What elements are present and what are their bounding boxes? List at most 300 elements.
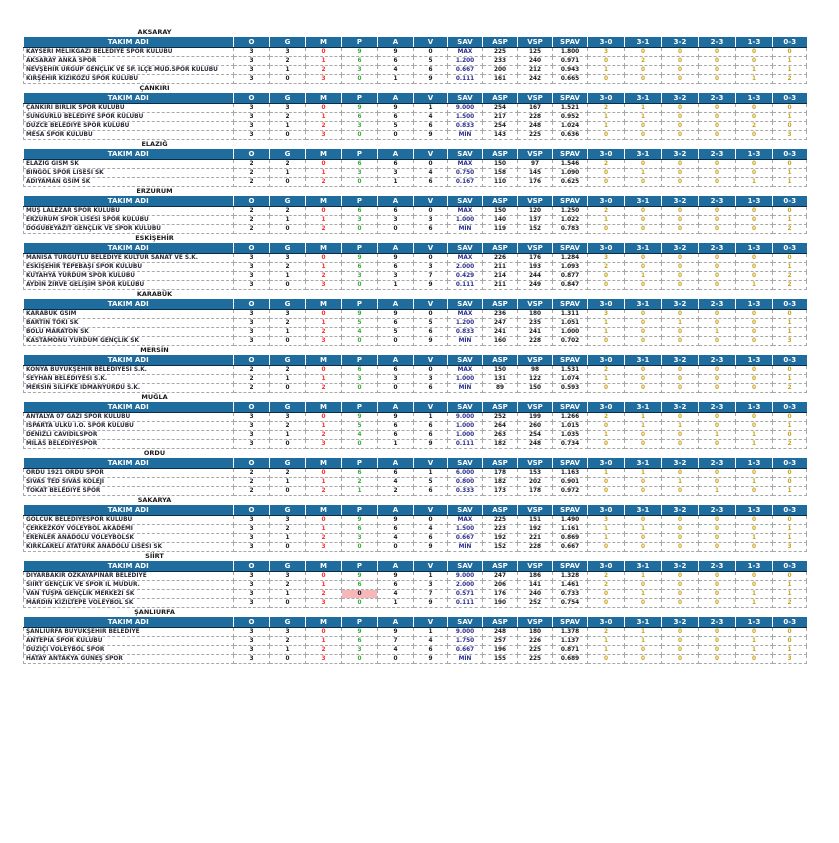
column-header-0-3: 0-3 [773,243,807,254]
stat-cell-1-3: 0 [736,272,773,281]
column-header-vsp: VSP [518,505,553,516]
stat-cell-p: 0 [342,384,378,393]
table-row [24,281,807,290]
column-header-v: V [414,458,448,469]
column-header-g: G [270,561,306,572]
stat-cell-o: 3 [234,104,270,113]
group-title: MERSİN [140,346,169,354]
stat-cell-m: 3 [306,131,342,140]
stat-cell-asp: 263 [483,431,518,440]
column-header-1-3: 1-3 [736,37,773,48]
stat-cell-asp: 131 [483,375,518,384]
column-header-spav: SPAV [553,355,588,366]
stat-cell-3-0: 0 [588,487,625,496]
stat-cell-o: 2 [234,225,270,234]
column-header-1-3: 1-3 [736,617,773,628]
stat-cell-spav: 1.311 [553,310,588,319]
stat-cell-3-0: 2 [588,572,625,581]
group-title: ÇANKIRI [139,84,170,92]
stat-cell-m: 2 [306,225,342,234]
stat-cell-asp: 110 [483,178,518,187]
stat-cell-g: 1 [270,66,306,75]
team-name-cell: ANTALYA 07 GAZİ SPOR KULÜBÜ [24,413,234,422]
stat-cell-3-1: 0 [625,534,662,543]
stat-cell-0-3: 1 [773,487,807,496]
stat-cell-v: 3 [414,263,448,272]
column-header-a: A [378,243,414,254]
stat-cell-g: 1 [270,122,306,131]
team-name-cell: KÜTAHYA YURDUM SPOR KULÜBÜ [24,272,234,281]
stat-cell-sav: 1.500 [448,113,483,122]
stat-cell-3-0: 0 [588,272,625,281]
column-header-2-3: 2-3 [699,617,736,628]
stat-cell-2-3: 0 [699,543,736,552]
stat-cell-spav: 0.689 [553,655,588,664]
column-header-vsp: VSP [518,149,553,160]
column-header-takim-adi: TAKIM ADI [24,196,234,207]
stat-cell-2-3: 1 [699,328,736,337]
stat-cell-m: 2 [306,178,342,187]
column-header-takim-adi: TAKIM ADI [24,93,234,104]
stat-cell-sav: 1.750 [448,637,483,646]
column-header-asp: ASP [483,37,518,48]
column-header-p: P [342,355,378,366]
standings-table [23,196,807,234]
stat-cell-g: 1 [270,590,306,599]
column-header-takim-adi: TAKIM ADI [24,37,234,48]
stat-cell-v: 9 [414,75,448,84]
stat-cell-spav: 0.733 [553,590,588,599]
stat-cell-o: 3 [234,655,270,664]
stat-cell-v: 6 [414,422,448,431]
stat-cell-asp: 211 [483,263,518,272]
stat-cell-2-3: 0 [699,57,736,66]
stat-cell-o: 3 [234,122,270,131]
stat-cell-3-0: 0 [588,178,625,187]
stat-cell-3-2: 0 [662,160,699,169]
stat-cell-p: 6 [342,581,378,590]
stat-cell-g: 2 [270,422,306,431]
stat-cell-0-3: 2 [773,272,807,281]
column-header-2-3: 2-3 [699,505,736,516]
column-header-spav: SPAV [553,93,588,104]
stat-cell-sav: 0.111 [448,440,483,449]
group-section [23,608,806,664]
team-name-cell: HATAY ANTAKYA GÜNEŞ SPOR [24,655,234,664]
stat-cell-1-3: 0 [736,384,773,393]
table-row [24,75,807,84]
stat-cell-asp: 254 [483,104,518,113]
stat-cell-2-3: 0 [699,207,736,216]
team-name-cell: KAYSERİ MELİKGAZİ BELEDİYE SPOR KULÜBÜ [24,48,234,57]
stat-cell-3-2: 0 [662,599,699,608]
stat-cell-g: 3 [270,104,306,113]
column-header-a: A [378,299,414,310]
stat-cell-2-3: 0 [699,599,736,608]
column-header-takim-adi: TAKIM ADI [24,243,234,254]
stat-cell-v: 6 [414,66,448,75]
stat-cell-0-3: 0 [773,310,807,319]
stat-cell-3-1: 0 [625,581,662,590]
stat-cell-3-0: 2 [588,207,625,216]
stat-cell-0-3: 0 [773,413,807,422]
stat-cell-v: 9 [414,440,448,449]
stat-cell-spav: 1.074 [553,375,588,384]
stat-cell-2-3: 0 [699,337,736,346]
column-header-spav: SPAV [553,299,588,310]
stat-cell-3-1: 1 [625,104,662,113]
stat-cell-p: 6 [342,207,378,216]
stat-cell-m: 2 [306,122,342,131]
stat-cell-2-3: 0 [699,319,736,328]
stat-cell-spav: 0.625 [553,178,588,187]
column-header-sav: SAV [448,37,483,48]
column-header-spav: SPAV [553,243,588,254]
stat-cell-vsp: 254 [518,431,553,440]
column-header-3-0: 3-0 [588,37,625,48]
column-header-v: V [414,561,448,572]
stat-cell-3-0: 2 [588,413,625,422]
table-row [24,581,807,590]
stat-cell-p: 9 [342,254,378,263]
stat-cell-v: 6 [414,225,448,234]
stat-cell-spav: 1.090 [553,169,588,178]
stat-cell-vsp: 150 [518,384,553,393]
team-name-cell: BİNGÖL SPOR LİSESİ SK [24,169,234,178]
stat-cell-v: 3 [414,375,448,384]
stat-cell-spav: 0.869 [553,534,588,543]
column-header-vsp: VSP [518,93,553,104]
column-header-0-3: 0-3 [773,93,807,104]
stat-cell-a: 9 [378,516,414,525]
stat-cell-sav: MAX [448,207,483,216]
stat-cell-3-0: 2 [588,581,625,590]
stat-cell-spav: 0.636 [553,131,588,140]
column-header-m: M [306,299,342,310]
team-name-cell: ERZURUM SPOR LİSESİ SPOR KULÜBÜ [24,216,234,225]
column-header-0-3: 0-3 [773,458,807,469]
group-section [23,187,806,234]
stat-cell-a: 1 [378,281,414,290]
stat-cell-spav: 1.161 [553,525,588,534]
stat-cell-v: 4 [414,113,448,122]
stat-cell-3-2: 1 [662,319,699,328]
stat-cell-3-2: 0 [662,254,699,263]
stat-cell-asp: 247 [483,319,518,328]
stat-cell-o: 3 [234,646,270,655]
stat-cell-g: 0 [270,384,306,393]
stat-cell-asp: 150 [483,207,518,216]
stat-cell-asp: 140 [483,216,518,225]
stat-cell-3-0: 1 [588,122,625,131]
stat-cell-spav: 0.871 [553,646,588,655]
stat-cell-g: 1 [270,272,306,281]
stat-cell-v: 6 [414,384,448,393]
stat-cell-vsp: 225 [518,131,553,140]
stat-cell-o: 2 [234,216,270,225]
column-header-p: P [342,37,378,48]
column-header-2-3: 2-3 [699,149,736,160]
team-name-cell: MARDİN KIZILTEPE VOLEYBOL SK [24,599,234,608]
stat-cell-3-2: 0 [662,48,699,57]
stat-cell-o: 3 [234,75,270,84]
stat-cell-3-1: 0 [625,225,662,234]
column-header-takim-adi: TAKIM ADI [24,505,234,516]
stat-cell-a: 6 [378,319,414,328]
stat-cell-3-1: 2 [625,57,662,66]
stat-cell-p: 9 [342,310,378,319]
stat-cell-3-2: 0 [662,131,699,140]
column-header-v: V [414,505,448,516]
stat-cell-v: 3 [414,581,448,590]
stat-cell-spav: 0.847 [553,281,588,290]
stat-cell-vsp: 180 [518,310,553,319]
stat-cell-spav: 1.266 [553,413,588,422]
stat-cell-3-2: 0 [662,487,699,496]
stat-cell-vsp: 228 [518,337,553,346]
stat-cell-v: 7 [414,272,448,281]
stat-cell-sav: 0.167 [448,178,483,187]
stat-cell-3-2: 0 [662,581,699,590]
stat-cell-3-2: 1 [662,478,699,487]
column-header-a: A [378,402,414,413]
stat-cell-a: 6 [378,366,414,375]
stat-cell-1-3: 1 [736,478,773,487]
stat-cell-1-3: 0 [736,225,773,234]
column-header-1-3: 1-3 [736,149,773,160]
stat-cell-m: 0 [306,628,342,637]
stat-cell-asp: 155 [483,655,518,664]
stat-cell-vsp: 186 [518,572,553,581]
stat-cell-0-3: 0 [773,122,807,131]
stat-cell-a: 9 [378,254,414,263]
stat-cell-g: 1 [270,646,306,655]
table-row [24,122,807,131]
column-header-asp: ASP [483,243,518,254]
column-header-3-0: 3-0 [588,458,625,469]
column-header-3-2: 3-2 [662,299,699,310]
stat-cell-2-3: 0 [699,169,736,178]
column-header-spav: SPAV [553,458,588,469]
stat-cell-1-3: 1 [736,637,773,646]
stat-cell-0-3: 1 [773,319,807,328]
stat-cell-a: 1 [378,75,414,84]
stat-cell-vsp: 242 [518,75,553,84]
group-section [23,449,806,496]
column-header-1-3: 1-3 [736,458,773,469]
stat-cell-3-1: 0 [625,655,662,664]
stat-cell-2-3: 0 [699,637,736,646]
stat-cell-1-3: 0 [736,469,773,478]
stat-cell-m: 2 [306,431,342,440]
column-header-0-3: 0-3 [773,505,807,516]
column-header-v: V [414,243,448,254]
stat-cell-v: 6 [414,122,448,131]
column-header-v: V [414,37,448,48]
table-row [24,469,807,478]
stat-cell-asp: 225 [483,516,518,525]
stat-cell-sav: MAX [448,160,483,169]
stat-cell-sav: MIN [448,384,483,393]
stat-cell-v: 1 [414,628,448,637]
stat-cell-3-1: 0 [625,487,662,496]
stat-cell-sav: 0.111 [448,75,483,84]
stat-cell-spav: 0.971 [553,57,588,66]
stat-cell-spav: 1.490 [553,516,588,525]
column-header-sav: SAV [448,93,483,104]
stat-cell-p: 3 [342,169,378,178]
stat-cell-2-3: 0 [699,122,736,131]
stat-cell-1-3: 0 [736,525,773,534]
column-header-m: M [306,402,342,413]
stat-cell-0-3: 0 [773,431,807,440]
stat-cell-m: 2 [306,384,342,393]
team-name-cell: GÖLCÜK BELEDİYESPOR KULÜBÜ [24,516,234,525]
table-row [24,254,807,263]
stat-cell-g: 3 [270,516,306,525]
team-name-cell: AKSARAY ANKA SPOR [24,57,234,66]
stat-cell-o: 3 [234,599,270,608]
stat-cell-p: 6 [342,113,378,122]
stat-cell-p: 1 [342,487,378,496]
stat-cell-asp: 176 [483,590,518,599]
column-header-3-2: 3-2 [662,243,699,254]
stat-cell-vsp: 192 [518,525,553,534]
table-row [24,207,807,216]
stat-cell-sav: 0.667 [448,646,483,655]
stat-cell-2-3: 0 [699,422,736,431]
stat-cell-asp: 257 [483,637,518,646]
stat-cell-m: 0 [306,516,342,525]
stat-cell-m: 1 [306,216,342,225]
stat-cell-3-1: 1 [625,525,662,534]
stat-cell-vsp: 152 [518,225,553,234]
stat-cell-v: 4 [414,169,448,178]
stat-cell-a: 9 [378,104,414,113]
stat-cell-a: 9 [378,48,414,57]
stat-cell-3-2: 0 [662,328,699,337]
stat-cell-vsp: 167 [518,104,553,113]
stat-cell-g: 3 [270,413,306,422]
stat-cell-3-2: 0 [662,469,699,478]
stat-cell-3-1: 0 [625,375,662,384]
column-header-3-1: 3-1 [625,617,662,628]
stat-cell-g: 0 [270,225,306,234]
stat-cell-3-0: 1 [588,328,625,337]
stat-cell-o: 3 [234,440,270,449]
stat-cell-3-0: 0 [588,440,625,449]
stat-cell-0-3: 1 [773,375,807,384]
group-title: ERZURUM [136,187,173,195]
column-header-p: P [342,458,378,469]
stat-cell-0-3: 0 [773,207,807,216]
stat-cell-spav: 1.250 [553,207,588,216]
stat-cell-1-3: 1 [736,440,773,449]
stat-cell-o: 3 [234,590,270,599]
stat-cell-sav: 9.000 [448,628,483,637]
stat-cell-p: 9 [342,413,378,422]
stat-cell-3-0: 1 [588,216,625,225]
stat-cell-g: 3 [270,48,306,57]
stat-cell-vsp: 248 [518,440,553,449]
stat-cell-a: 7 [378,637,414,646]
stat-cell-g: 0 [270,337,306,346]
stat-cell-2-3: 0 [699,646,736,655]
stat-cell-1-3: 0 [736,628,773,637]
stat-cell-g: 3 [270,628,306,637]
stat-cell-a: 4 [378,590,414,599]
stat-cell-m: 0 [306,207,342,216]
stat-cell-o: 3 [234,310,270,319]
column-header-vsp: VSP [518,402,553,413]
stat-cell-vsp: 199 [518,413,553,422]
stat-cell-o: 2 [234,375,270,384]
stat-cell-3-2: 0 [662,75,699,84]
stat-cell-m: 3 [306,75,342,84]
stat-cell-o: 2 [234,178,270,187]
stat-cell-v: 6 [414,431,448,440]
stat-cell-3-1: 1 [625,272,662,281]
stat-cell-v: 9 [414,337,448,346]
column-header-v: V [414,93,448,104]
stat-cell-a: 1 [378,178,414,187]
stat-cell-asp: 206 [483,581,518,590]
stat-cell-p: 0 [342,543,378,552]
column-header-0-3: 0-3 [773,617,807,628]
stat-cell-3-0: 3 [588,516,625,525]
stat-cell-3-1: 0 [625,440,662,449]
stat-cell-m: 2 [306,272,342,281]
stat-cell-p: 0 [342,655,378,664]
stat-cell-3-1: 0 [625,131,662,140]
column-header-p: P [342,243,378,254]
stat-cell-a: 3 [378,169,414,178]
stat-cell-3-2: 0 [662,375,699,384]
stat-cell-g: 1 [270,216,306,225]
stat-cell-sav: 0.833 [448,328,483,337]
team-name-cell: MERSİN SİLİFKE İDMANYURDU S.K. [24,384,234,393]
column-header-g: G [270,243,306,254]
stat-cell-spav: 1.051 [553,319,588,328]
stat-cell-vsp: 249 [518,281,553,290]
stat-cell-asp: 223 [483,525,518,534]
column-header-o: O [234,402,270,413]
stat-cell-3-2: 0 [662,337,699,346]
table-row [24,516,807,525]
stat-cell-o: 2 [234,478,270,487]
stat-cell-g: 0 [270,543,306,552]
table-row [24,440,807,449]
column-header-p: P [342,617,378,628]
stat-cell-v: 1 [414,469,448,478]
column-header-spav: SPAV [553,402,588,413]
stat-cell-2-3: 0 [699,131,736,140]
stat-cell-3-0: 0 [588,655,625,664]
stat-cell-p: 6 [342,160,378,169]
column-header-1-3: 1-3 [736,505,773,516]
team-name-cell: ÇANKIRI BİRLİK SPOR KULÜBÜ [24,104,234,113]
stat-cell-a: 5 [378,328,414,337]
stat-cell-a: 4 [378,646,414,655]
column-header-1-3: 1-3 [736,561,773,572]
column-header-0-3: 0-3 [773,355,807,366]
stat-cell-sav: MIN [448,337,483,346]
stat-cell-m: 1 [306,422,342,431]
stat-cell-3-1: 0 [625,384,662,393]
stat-cell-v: 4 [414,525,448,534]
table-row [24,169,807,178]
stat-cell-2-3: 0 [699,572,736,581]
